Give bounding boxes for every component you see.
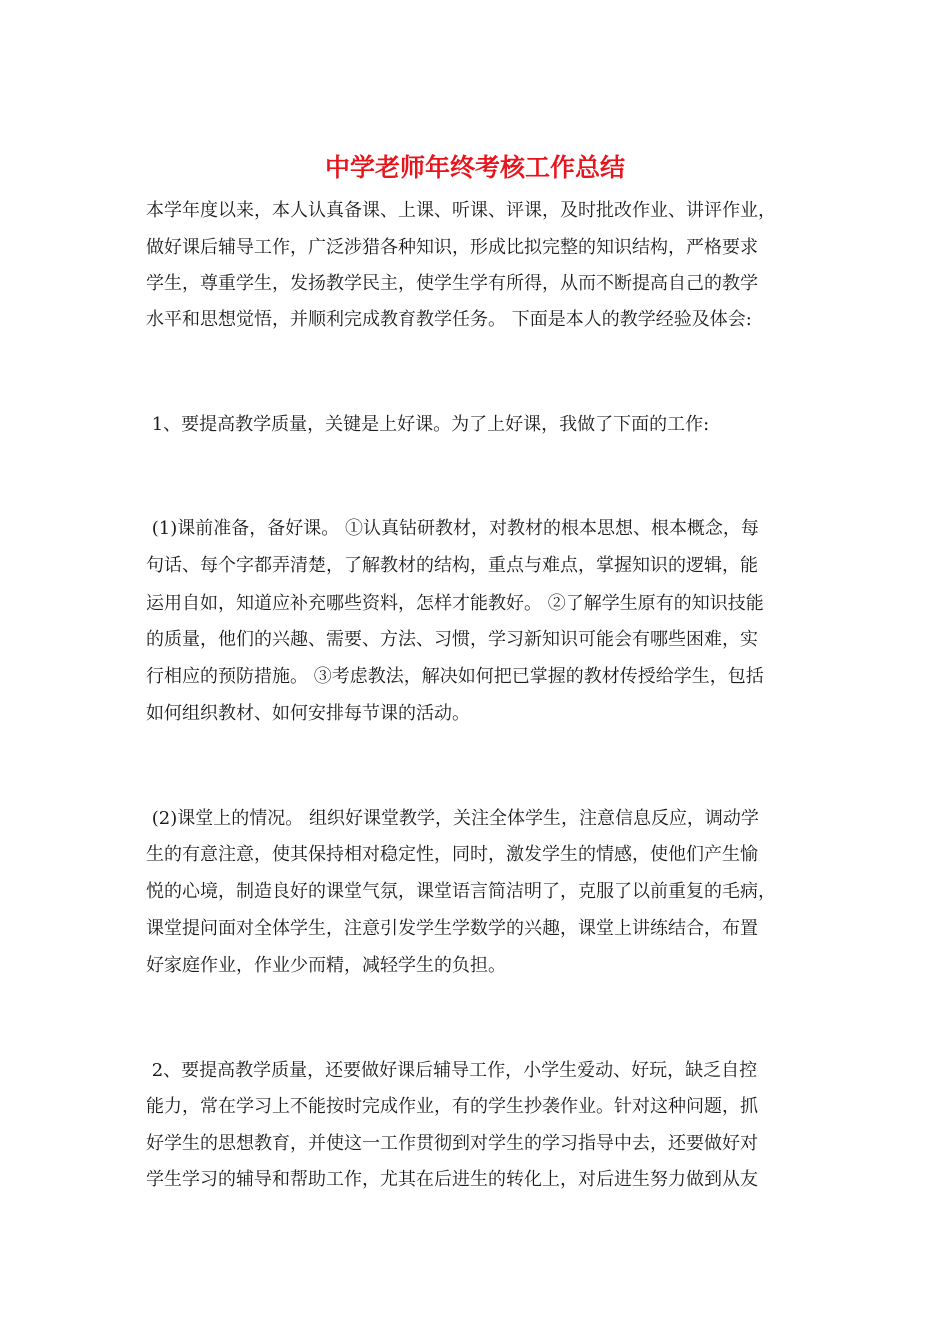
paragraph-line: 好学生的思想教育，并使这一工作贯彻到对学生的学习指导中去，还要做好对	[146, 1133, 758, 1154]
paragraph-line: 句话、每个字都弄清楚，了解教材的结构，重点与难点，掌握知识的逻辑，能	[146, 555, 758, 576]
paragraph-line: 本学年度以来，本人认真备课、上课、听课、评课，及时批改作业、讲评作业，	[146, 200, 776, 221]
paragraph-line: 好家庭作业，作业少而精，减轻学生的负担。	[146, 955, 506, 976]
paragraph-line: 课堂提问面对全体学生，注意引发学生学数学的兴趣，课堂上讲练结合，布置	[146, 918, 758, 939]
paragraph-line: 生的有意注意，使其保持相对稳定性，同时，激发学生的情感，使他们产生愉	[146, 844, 758, 865]
section-heading: 1、要提高教学质量，关键是上好课。为了上好课，我做了下面的工作:	[146, 414, 710, 435]
paragraph-line: (2)课堂上的情况。 组织好课堂教学，关注全体学生，注意信息反应，调动学	[146, 808, 759, 829]
paragraph-line: 悦的心境，制造良好的课堂气氛，课堂语言简洁明了，克服了以前重复的毛病，	[146, 881, 776, 902]
paragraph-line: 运用自如，知道应补充哪些资料，怎样才能教好。 ②了解学生原有的知识技能	[146, 593, 764, 614]
paragraph-line: 能力，常在学习上不能按时完成作业，有的学生抄袭作业。针对这种问题，抓	[146, 1096, 758, 1117]
paragraph-line: 做好课后辅导工作，广泛涉猎各种知识，形成比拟完整的知识结构，严格要求	[146, 237, 758, 258]
paragraph-line: 学生，尊重学生，发扬教学民主，使学生学有所得，从而不断提高自己的教学	[146, 273, 758, 294]
document-title: 中学老师年终考核工作总结	[324, 153, 625, 182]
paragraph-line: (1)课前准备，备好课。 ①认真钻研教材，对教材的根本思想、根本概念，每	[146, 518, 759, 539]
paragraph-line: 如何组织教材、如何安排每节课的活动。	[146, 703, 470, 724]
paragraph-line: 水平和思想觉悟，并顺利完成教育教学任务。 下面是本人的教学经验及体会:	[146, 309, 752, 330]
paragraph-line: 2、要提高教学质量，还要做好课后辅导工作，小学生爱动、好玩，缺乏自控	[146, 1060, 758, 1081]
paragraph-line: 的质量，他们的兴趣、需要、方法、习惯，学习新知识可能会有哪些困难，实	[146, 629, 758, 650]
paragraph-line: 学生学习的辅导和帮助工作，尤其在后进生的转化上，对后进生努力做到从友	[146, 1169, 758, 1190]
paragraph-line: 行相应的预防措施。 ③考虑教法，解决如何把已掌握的教材传授给学生，包括	[146, 666, 764, 687]
